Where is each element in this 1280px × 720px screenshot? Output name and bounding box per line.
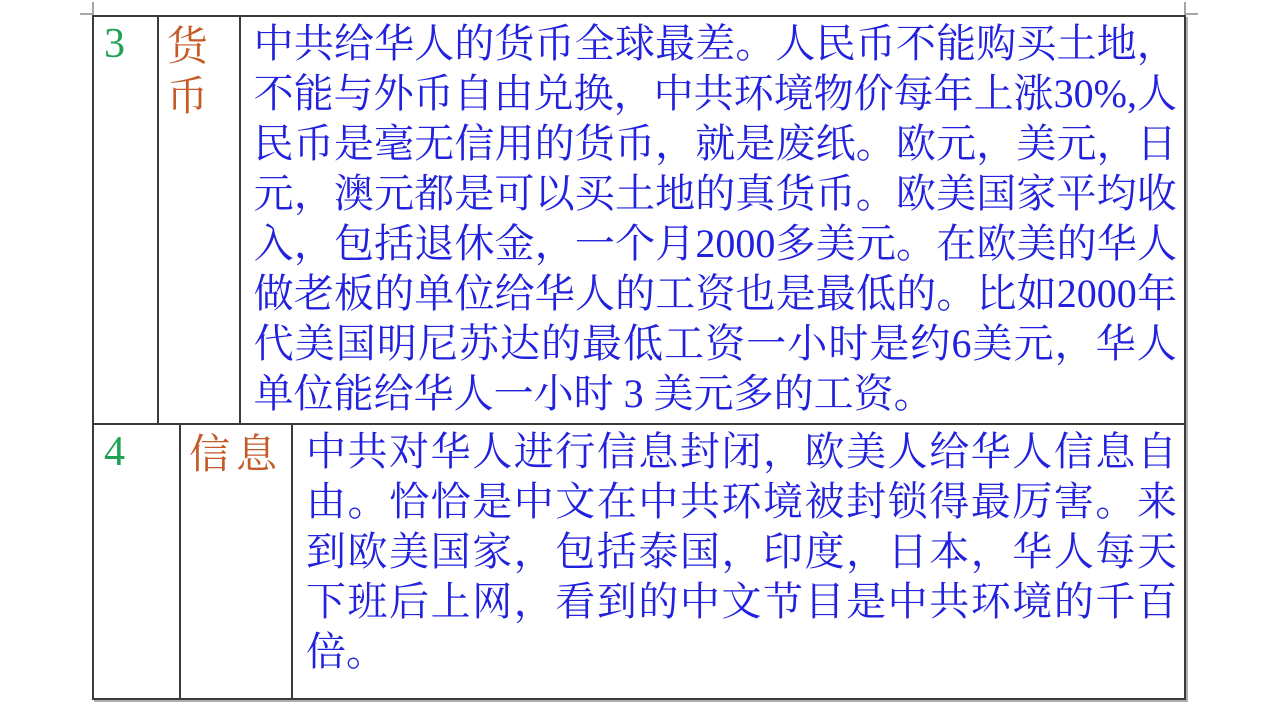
text-line: 单位能给华人一小时 3 美元多的工资。 <box>253 371 934 416</box>
row-number-cell <box>94 17 159 423</box>
text-line: 中 共 给 华 人 的 货 币 全 球 最 差 。 人 民 币 不 能 购 买 土 地 ， <box>253 21 1177 66</box>
row-number: 4 <box>104 429 125 475</box>
text-line: 代 美 国 明 尼 苏 达 的 最 低 工 资 一 小 时 是 约 6 美 元 ， 华 人 <box>253 321 1177 366</box>
row-topic-cell <box>181 425 293 698</box>
content-table <box>92 15 1186 700</box>
text-line: 到 欧 美 国 家 ， 包 括 泰 国 ， 印 度 ， 日 本 ， 华 人 每 天 <box>306 529 1177 574</box>
text-line: 元 ， 澳 元 都 是 可 以 买 土 地 的 真 货 币 。 欧 美 国 家 平 均 收 <box>253 171 1177 216</box>
row-number-cell <box>94 425 181 698</box>
text-line: 民 币 是 毫 无 信 用 的 货 币 ， 就 是 废 纸 。 欧 元 ， 美 元 ， 日 <box>253 121 1177 166</box>
row-content-cell <box>241 17 1184 423</box>
row-topic-label: 货币 <box>166 23 214 119</box>
text-line: 由 。 恰 恰 是 中 文 在 中 共 环 境 被 封 锁 得 最 厉 害 。 来 <box>306 479 1177 524</box>
table-row <box>94 425 1184 698</box>
row-topic-cell <box>159 17 241 423</box>
row-number: 3 <box>104 21 125 67</box>
table-row <box>94 17 1184 425</box>
text-line: 入 ， 包 括 退 休 金 ， 一 个 月 2000 多 美 元 。 在 欧 美 的 华 人 <box>253 221 1177 266</box>
text-line: 倍。 <box>306 629 386 674</box>
text-line: 不 能 与 外 币 自 由 兑 换 ， 中 共 环 境 物 价 每 年 上 涨 30%, 人 <box>253 71 1177 116</box>
margin-crop-mark-top-left <box>80 2 94 15</box>
row-content-cell <box>293 425 1184 698</box>
margin-crop-mark-top-right <box>1184 2 1198 15</box>
text-line: 做 老 板 的 单 位 给 华 人 的 工 资 也 是 最 低 的 。 比 如 2000 年 <box>253 271 1177 316</box>
row-topic-label: 信息 <box>189 431 283 477</box>
text-line: 下 班 后 上 网 ， 看 到 的 中 文 节 目 是 中 共 环 境 的 千 百 <box>306 579 1177 624</box>
text-line: 中 共 对 华 人 进 行 信 息 封 闭 ， 欧 美 人 给 华 人 信 息 自 <box>306 429 1177 474</box>
